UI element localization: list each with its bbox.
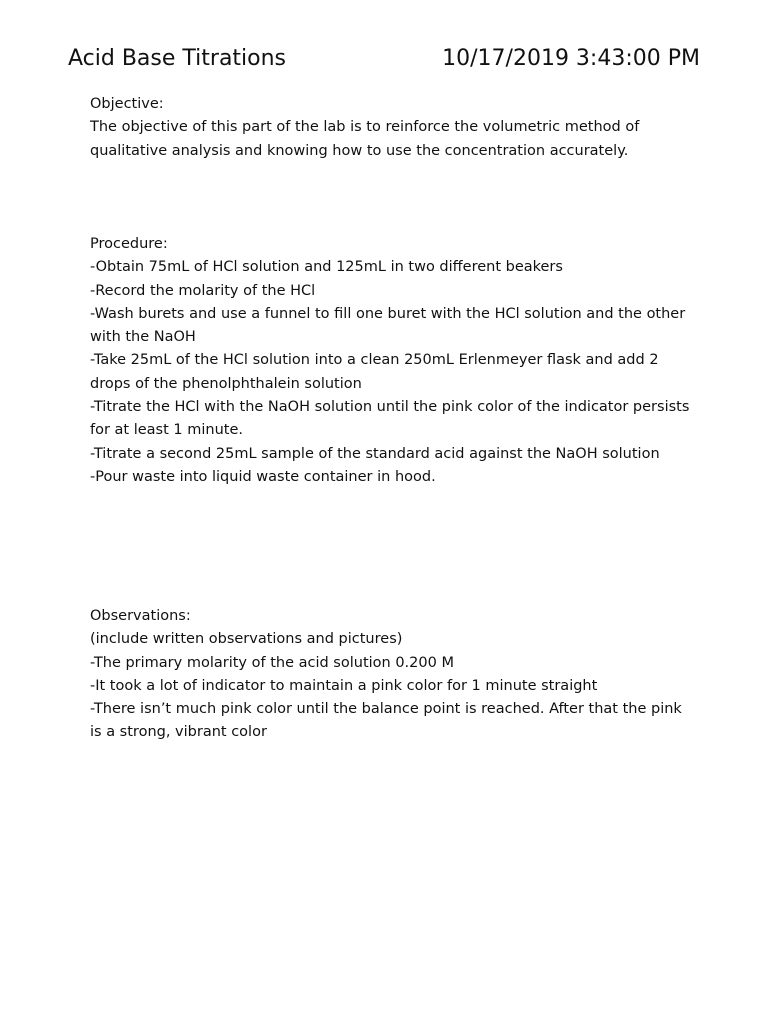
- observation-item: -It took a lot of indicator to maintain a pink color for 1 minute straight: [90, 677, 598, 694]
- objective-text: The objective of this part of the lab is to reinforce the volumetric method of qualitative analysis and knowing how to use the concentration accurately.: [90, 119, 640, 159]
- procedure-section: [90, 233, 690, 489]
- procedure-step: -Take 25mL of the HCl solution into a clean 250mL Erlenmeyer flask and add 2 drops of the phenolphthalein solution: [90, 352, 659, 392]
- procedure-step: -Wash burets and use a funnel to fill one buret with the HCl solution and the other with the NaOH: [90, 305, 686, 346]
- document-datetime: 10/17/2019 3:43:00 PM: [442, 46, 700, 71]
- observation-item: -There isn’t much pink color until the balance point is reached. After that the pink is a strong, vibrant color: [90, 701, 682, 741]
- observations-section: [90, 605, 690, 745]
- procedure-step: -Titrate a second 25mL sample of the standard acid against the NaOH solution: [90, 445, 660, 462]
- observations-heading: Observations:: [90, 608, 191, 624]
- observations-note: (include written observations and pictures): [90, 631, 403, 648]
- objective-heading: Objective:: [90, 96, 164, 112]
- procedure-step: -Pour waste into liquid waste container in hood.: [90, 468, 436, 485]
- document-title: Acid Base Titrations: [68, 46, 287, 71]
- document-header: [68, 45, 700, 75]
- procedure-step: -Titrate the HCl with the NaOH solution until the pink color of the indicator persists for at least 1 minute.: [90, 399, 690, 439]
- observation-item: -The primary molarity of the acid solution 0.200 M: [90, 654, 454, 671]
- procedure-heading: Procedure:: [90, 236, 168, 252]
- objective-section: [90, 93, 690, 163]
- procedure-step: -Record the molarity of the HCl: [90, 282, 316, 299]
- procedure-step: -Obtain 75mL of HCl solution and 125mL in two different beakers: [90, 259, 563, 276]
